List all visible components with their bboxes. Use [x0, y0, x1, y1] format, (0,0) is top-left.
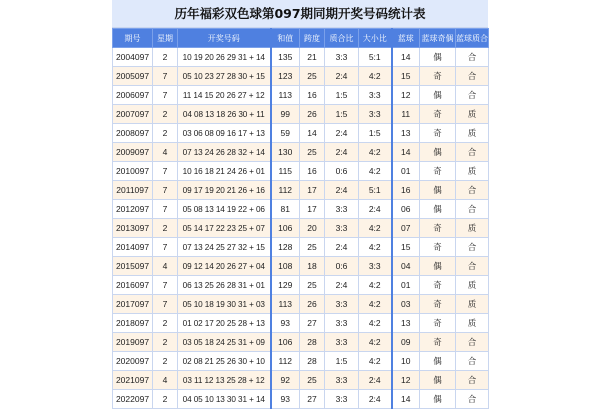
cell-weekday: 7 — [153, 276, 178, 295]
cell-blue-odd-even: 偶 — [420, 352, 456, 371]
cell-prime-composite-ratio: 1:5 — [325, 86, 359, 105]
cell-sum: 108 — [271, 257, 300, 276]
cell-prime-composite-ratio: 3:3 — [325, 314, 359, 333]
cell-issue: 2019097 — [113, 333, 153, 352]
cell-blue-odd-even: 偶 — [420, 86, 456, 105]
cell-big-small-ratio: 4:2 — [359, 162, 392, 181]
cell-issue: 2010097 — [113, 162, 153, 181]
header-sum: 和值 — [271, 29, 300, 48]
cell-blue-ball: 04 — [392, 257, 420, 276]
cell-issue: 2006097 — [113, 86, 153, 105]
cell-blue-odd-even: 偶 — [420, 200, 456, 219]
header-prime-composite-ratio: 质合比 — [325, 29, 359, 48]
cell-issue: 2007097 — [113, 105, 153, 124]
cell-big-small-ratio: 3:3 — [359, 86, 392, 105]
cell-blue-ball: 14 — [392, 390, 420, 409]
cell-blue-prime-composite: 质 — [456, 219, 489, 238]
cell-sum: 112 — [271, 181, 300, 200]
cell-prime-composite-ratio: 1:5 — [325, 105, 359, 124]
cell-weekday: 7 — [153, 67, 178, 86]
cell-sum: 128 — [271, 238, 300, 257]
cell-sum: 135 — [271, 48, 300, 67]
cell-winning-numbers: 10 19 20 26 29 31 + 14 — [178, 48, 271, 67]
table-row — [113, 181, 489, 200]
cell-big-small-ratio: 2:4 — [359, 390, 392, 409]
cell-blue-odd-even: 偶 — [420, 257, 456, 276]
cell-blue-prime-composite: 质 — [456, 295, 489, 314]
cell-weekday: 2 — [153, 105, 178, 124]
cell-blue-prime-composite: 合 — [456, 352, 489, 371]
cell-span: 26 — [300, 105, 325, 124]
cell-winning-numbers: 05 10 18 19 30 31 + 03 — [178, 295, 271, 314]
cell-span: 25 — [300, 371, 325, 390]
table-row — [113, 314, 489, 333]
cell-weekday: 4 — [153, 257, 178, 276]
cell-blue-ball: 15 — [392, 67, 420, 86]
cell-sum: 123 — [271, 67, 300, 86]
cell-blue-ball: 10 — [392, 352, 420, 371]
cell-blue-odd-even: 奇 — [420, 105, 456, 124]
cell-issue: 2008097 — [113, 124, 153, 143]
cell-blue-ball: 01 — [392, 276, 420, 295]
cell-issue: 2014097 — [113, 238, 153, 257]
cell-prime-composite-ratio: 1:5 — [325, 352, 359, 371]
header-row — [113, 29, 489, 48]
cell-weekday: 2 — [153, 333, 178, 352]
cell-blue-odd-even: 偶 — [420, 390, 456, 409]
cell-big-small-ratio: 4:2 — [359, 143, 392, 162]
header-blue-ball: 蓝球 — [392, 29, 420, 48]
cell-span: 26 — [300, 295, 325, 314]
cell-span: 25 — [300, 67, 325, 86]
cell-weekday: 2 — [153, 124, 178, 143]
table-row — [113, 48, 489, 67]
cell-big-small-ratio: 3:3 — [359, 257, 392, 276]
cell-sum: 113 — [271, 295, 300, 314]
cell-weekday: 2 — [153, 48, 178, 67]
cell-prime-composite-ratio: 0:6 — [325, 257, 359, 276]
cell-sum: 93 — [271, 390, 300, 409]
cell-issue: 2004097 — [113, 48, 153, 67]
cell-issue: 2015097 — [113, 257, 153, 276]
table-row — [113, 219, 489, 238]
cell-blue-prime-composite: 质 — [456, 314, 489, 333]
cell-prime-composite-ratio: 0:6 — [325, 162, 359, 181]
cell-blue-ball: 16 — [392, 181, 420, 200]
cell-blue-prime-composite: 合 — [456, 257, 489, 276]
cell-winning-numbers: 05 08 13 14 19 22 + 06 — [178, 200, 271, 219]
cell-winning-numbers: 05 10 23 27 28 30 + 15 — [178, 67, 271, 86]
table-row — [113, 86, 489, 105]
cell-blue-odd-even: 奇 — [420, 67, 456, 86]
cell-sum: 93 — [271, 314, 300, 333]
cell-weekday: 4 — [153, 371, 178, 390]
cell-issue: 2021097 — [113, 371, 153, 390]
cell-blue-ball: 09 — [392, 333, 420, 352]
cell-winning-numbers: 03 06 08 09 16 17 + 13 — [178, 124, 271, 143]
table-row — [113, 295, 489, 314]
cell-weekday: 7 — [153, 162, 178, 181]
cell-blue-odd-even: 奇 — [420, 314, 456, 333]
cell-blue-odd-even: 偶 — [420, 371, 456, 390]
cell-span: 21 — [300, 48, 325, 67]
page-title: 历年福彩双色球第097期同期开奖号码统计表 — [112, 0, 488, 28]
cell-issue: 2009097 — [113, 143, 153, 162]
cell-blue-odd-even: 偶 — [420, 48, 456, 67]
cell-weekday: 2 — [153, 352, 178, 371]
cell-blue-ball: 12 — [392, 371, 420, 390]
cell-issue: 2005097 — [113, 67, 153, 86]
cell-weekday: 4 — [153, 143, 178, 162]
cell-blue-ball: 07 — [392, 219, 420, 238]
cell-winning-numbers: 01 02 17 20 25 28 + 13 — [178, 314, 271, 333]
cell-winning-numbers: 03 11 12 13 25 28 + 12 — [178, 371, 271, 390]
header-span: 跨度 — [300, 29, 325, 48]
cell-sum: 106 — [271, 333, 300, 352]
cell-winning-numbers: 06 13 25 26 28 31 + 01 — [178, 276, 271, 295]
cell-span: 27 — [300, 314, 325, 333]
cell-issue: 2013097 — [113, 219, 153, 238]
cell-big-small-ratio: 4:2 — [359, 352, 392, 371]
cell-issue: 2020097 — [113, 352, 153, 371]
cell-winning-numbers: 07 13 24 26 28 32 + 14 — [178, 143, 271, 162]
cell-weekday: 7 — [153, 181, 178, 200]
table-row — [113, 143, 489, 162]
cell-winning-numbers: 05 14 17 22 23 25 + 07 — [178, 219, 271, 238]
lottery-stats-sheet — [112, 0, 488, 404]
cell-sum: 129 — [271, 276, 300, 295]
cell-winning-numbers: 09 12 14 20 26 27 + 04 — [178, 257, 271, 276]
cell-span: 17 — [300, 200, 325, 219]
cell-sum: 113 — [271, 86, 300, 105]
cell-blue-prime-composite: 合 — [456, 67, 489, 86]
cell-weekday: 7 — [153, 238, 178, 257]
cell-prime-composite-ratio: 3:3 — [325, 371, 359, 390]
cell-blue-odd-even: 偶 — [420, 143, 456, 162]
cell-blue-prime-composite: 合 — [456, 48, 489, 67]
table-row — [113, 276, 489, 295]
cell-big-small-ratio: 2:4 — [359, 200, 392, 219]
table-row — [113, 238, 489, 257]
cell-sum: 59 — [271, 124, 300, 143]
cell-blue-prime-composite: 质 — [456, 162, 489, 181]
cell-blue-ball: 12 — [392, 86, 420, 105]
cell-winning-numbers: 04 05 10 13 30 31 + 14 — [178, 390, 271, 409]
table-row — [113, 257, 489, 276]
cell-blue-ball: 06 — [392, 200, 420, 219]
cell-blue-prime-composite: 合 — [456, 390, 489, 409]
cell-sum: 115 — [271, 162, 300, 181]
cell-blue-ball: 15 — [392, 238, 420, 257]
cell-blue-ball: 11 — [392, 105, 420, 124]
cell-winning-numbers: 11 14 15 20 26 27 + 12 — [178, 86, 271, 105]
table-row — [113, 390, 489, 409]
cell-blue-prime-composite: 合 — [456, 143, 489, 162]
cell-span: 18 — [300, 257, 325, 276]
cell-span: 25 — [300, 238, 325, 257]
cell-blue-odd-even: 奇 — [420, 219, 456, 238]
cell-blue-prime-composite: 合 — [456, 200, 489, 219]
cell-weekday: 7 — [153, 295, 178, 314]
cell-prime-composite-ratio: 3:3 — [325, 390, 359, 409]
cell-prime-composite-ratio: 2:4 — [325, 67, 359, 86]
header-issue: 期号 — [113, 29, 153, 48]
cell-prime-composite-ratio: 3:3 — [325, 295, 359, 314]
cell-prime-composite-ratio: 3:3 — [325, 48, 359, 67]
table-row — [113, 371, 489, 390]
cell-issue: 2012097 — [113, 200, 153, 219]
header-big-small-ratio: 大小比 — [359, 29, 392, 48]
cell-weekday: 2 — [153, 390, 178, 409]
cell-prime-composite-ratio: 2:4 — [325, 238, 359, 257]
cell-span: 16 — [300, 86, 325, 105]
header-blue-odd-even: 蓝球奇偶 — [420, 29, 456, 48]
cell-blue-odd-even: 奇 — [420, 238, 456, 257]
cell-span: 16 — [300, 162, 325, 181]
cell-weekday: 2 — [153, 314, 178, 333]
cell-sum: 106 — [271, 219, 300, 238]
cell-issue: 2011097 — [113, 181, 153, 200]
table-row — [113, 162, 489, 181]
cell-big-small-ratio: 4:2 — [359, 333, 392, 352]
cell-big-small-ratio: 3:3 — [359, 105, 392, 124]
cell-sum: 99 — [271, 105, 300, 124]
cell-winning-numbers: 02 08 21 25 26 30 + 10 — [178, 352, 271, 371]
cell-big-small-ratio: 4:2 — [359, 314, 392, 333]
cell-sum: 130 — [271, 143, 300, 162]
cell-blue-odd-even: 偶 — [420, 181, 456, 200]
cell-big-small-ratio: 1:5 — [359, 124, 392, 143]
cell-blue-odd-even: 奇 — [420, 295, 456, 314]
cell-blue-ball: 13 — [392, 314, 420, 333]
cell-winning-numbers: 07 13 24 25 27 32 + 15 — [178, 238, 271, 257]
cell-sum: 81 — [271, 200, 300, 219]
cell-prime-composite-ratio: 2:4 — [325, 181, 359, 200]
cell-winning-numbers: 10 16 18 21 24 26 + 01 — [178, 162, 271, 181]
cell-blue-prime-composite: 质 — [456, 105, 489, 124]
cell-blue-odd-even: 奇 — [420, 124, 456, 143]
cell-prime-composite-ratio: 2:4 — [325, 143, 359, 162]
cell-issue: 2018097 — [113, 314, 153, 333]
cell-blue-prime-composite: 合 — [456, 86, 489, 105]
cell-big-small-ratio: 5:1 — [359, 48, 392, 67]
cell-blue-odd-even: 奇 — [420, 162, 456, 181]
table-header — [113, 29, 489, 48]
cell-winning-numbers: 09 17 19 20 21 26 + 16 — [178, 181, 271, 200]
cell-span: 14 — [300, 124, 325, 143]
header-weekday: 星期 — [153, 29, 178, 48]
cell-big-small-ratio: 5:1 — [359, 181, 392, 200]
cell-big-small-ratio: 2:4 — [359, 371, 392, 390]
cell-span: 20 — [300, 219, 325, 238]
cell-issue: 2016097 — [113, 276, 153, 295]
cell-big-small-ratio: 4:2 — [359, 238, 392, 257]
cell-weekday: 7 — [153, 200, 178, 219]
cell-prime-composite-ratio: 3:3 — [325, 219, 359, 238]
cell-big-small-ratio: 4:2 — [359, 219, 392, 238]
cell-winning-numbers: 03 05 18 24 25 31 + 09 — [178, 333, 271, 352]
cell-span: 28 — [300, 352, 325, 371]
cell-blue-ball: 01 — [392, 162, 420, 181]
header-blue-prime-composite: 蓝球质合 — [456, 29, 489, 48]
cell-issue: 2017097 — [113, 295, 153, 314]
table-body — [113, 48, 489, 409]
cell-span: 25 — [300, 143, 325, 162]
cell-big-small-ratio: 4:2 — [359, 276, 392, 295]
table-row — [113, 333, 489, 352]
table-row — [113, 124, 489, 143]
table-row — [113, 200, 489, 219]
draw-results-table — [112, 28, 489, 409]
cell-prime-composite-ratio: 2:4 — [325, 124, 359, 143]
cell-blue-ball: 13 — [392, 124, 420, 143]
cell-blue-prime-composite: 合 — [456, 238, 489, 257]
cell-blue-prime-composite: 合 — [456, 371, 489, 390]
table-row — [113, 67, 489, 86]
cell-span: 28 — [300, 333, 325, 352]
cell-winning-numbers: 04 08 13 18 26 30 + 11 — [178, 105, 271, 124]
table-row — [113, 105, 489, 124]
cell-weekday: 2 — [153, 219, 178, 238]
cell-big-small-ratio: 4:2 — [359, 67, 392, 86]
cell-prime-composite-ratio: 2:4 — [325, 276, 359, 295]
cell-blue-odd-even: 奇 — [420, 276, 456, 295]
cell-blue-prime-composite: 质 — [456, 124, 489, 143]
cell-span: 17 — [300, 181, 325, 200]
cell-prime-composite-ratio: 3:3 — [325, 200, 359, 219]
cell-blue-prime-composite: 质 — [456, 276, 489, 295]
cell-blue-ball: 14 — [392, 48, 420, 67]
cell-blue-odd-even: 奇 — [420, 333, 456, 352]
header-winning-numbers: 开奖号码 — [178, 29, 271, 48]
cell-sum: 92 — [271, 371, 300, 390]
cell-span: 25 — [300, 276, 325, 295]
cell-blue-ball: 14 — [392, 143, 420, 162]
cell-span: 27 — [300, 390, 325, 409]
cell-big-small-ratio: 4:2 — [359, 295, 392, 314]
cell-issue: 2022097 — [113, 390, 153, 409]
cell-blue-ball: 03 — [392, 295, 420, 314]
cell-prime-composite-ratio: 3:3 — [325, 333, 359, 352]
cell-sum: 112 — [271, 352, 300, 371]
cell-blue-prime-composite: 合 — [456, 181, 489, 200]
table-row — [113, 352, 489, 371]
cell-weekday: 7 — [153, 86, 178, 105]
cell-blue-prime-composite: 合 — [456, 333, 489, 352]
